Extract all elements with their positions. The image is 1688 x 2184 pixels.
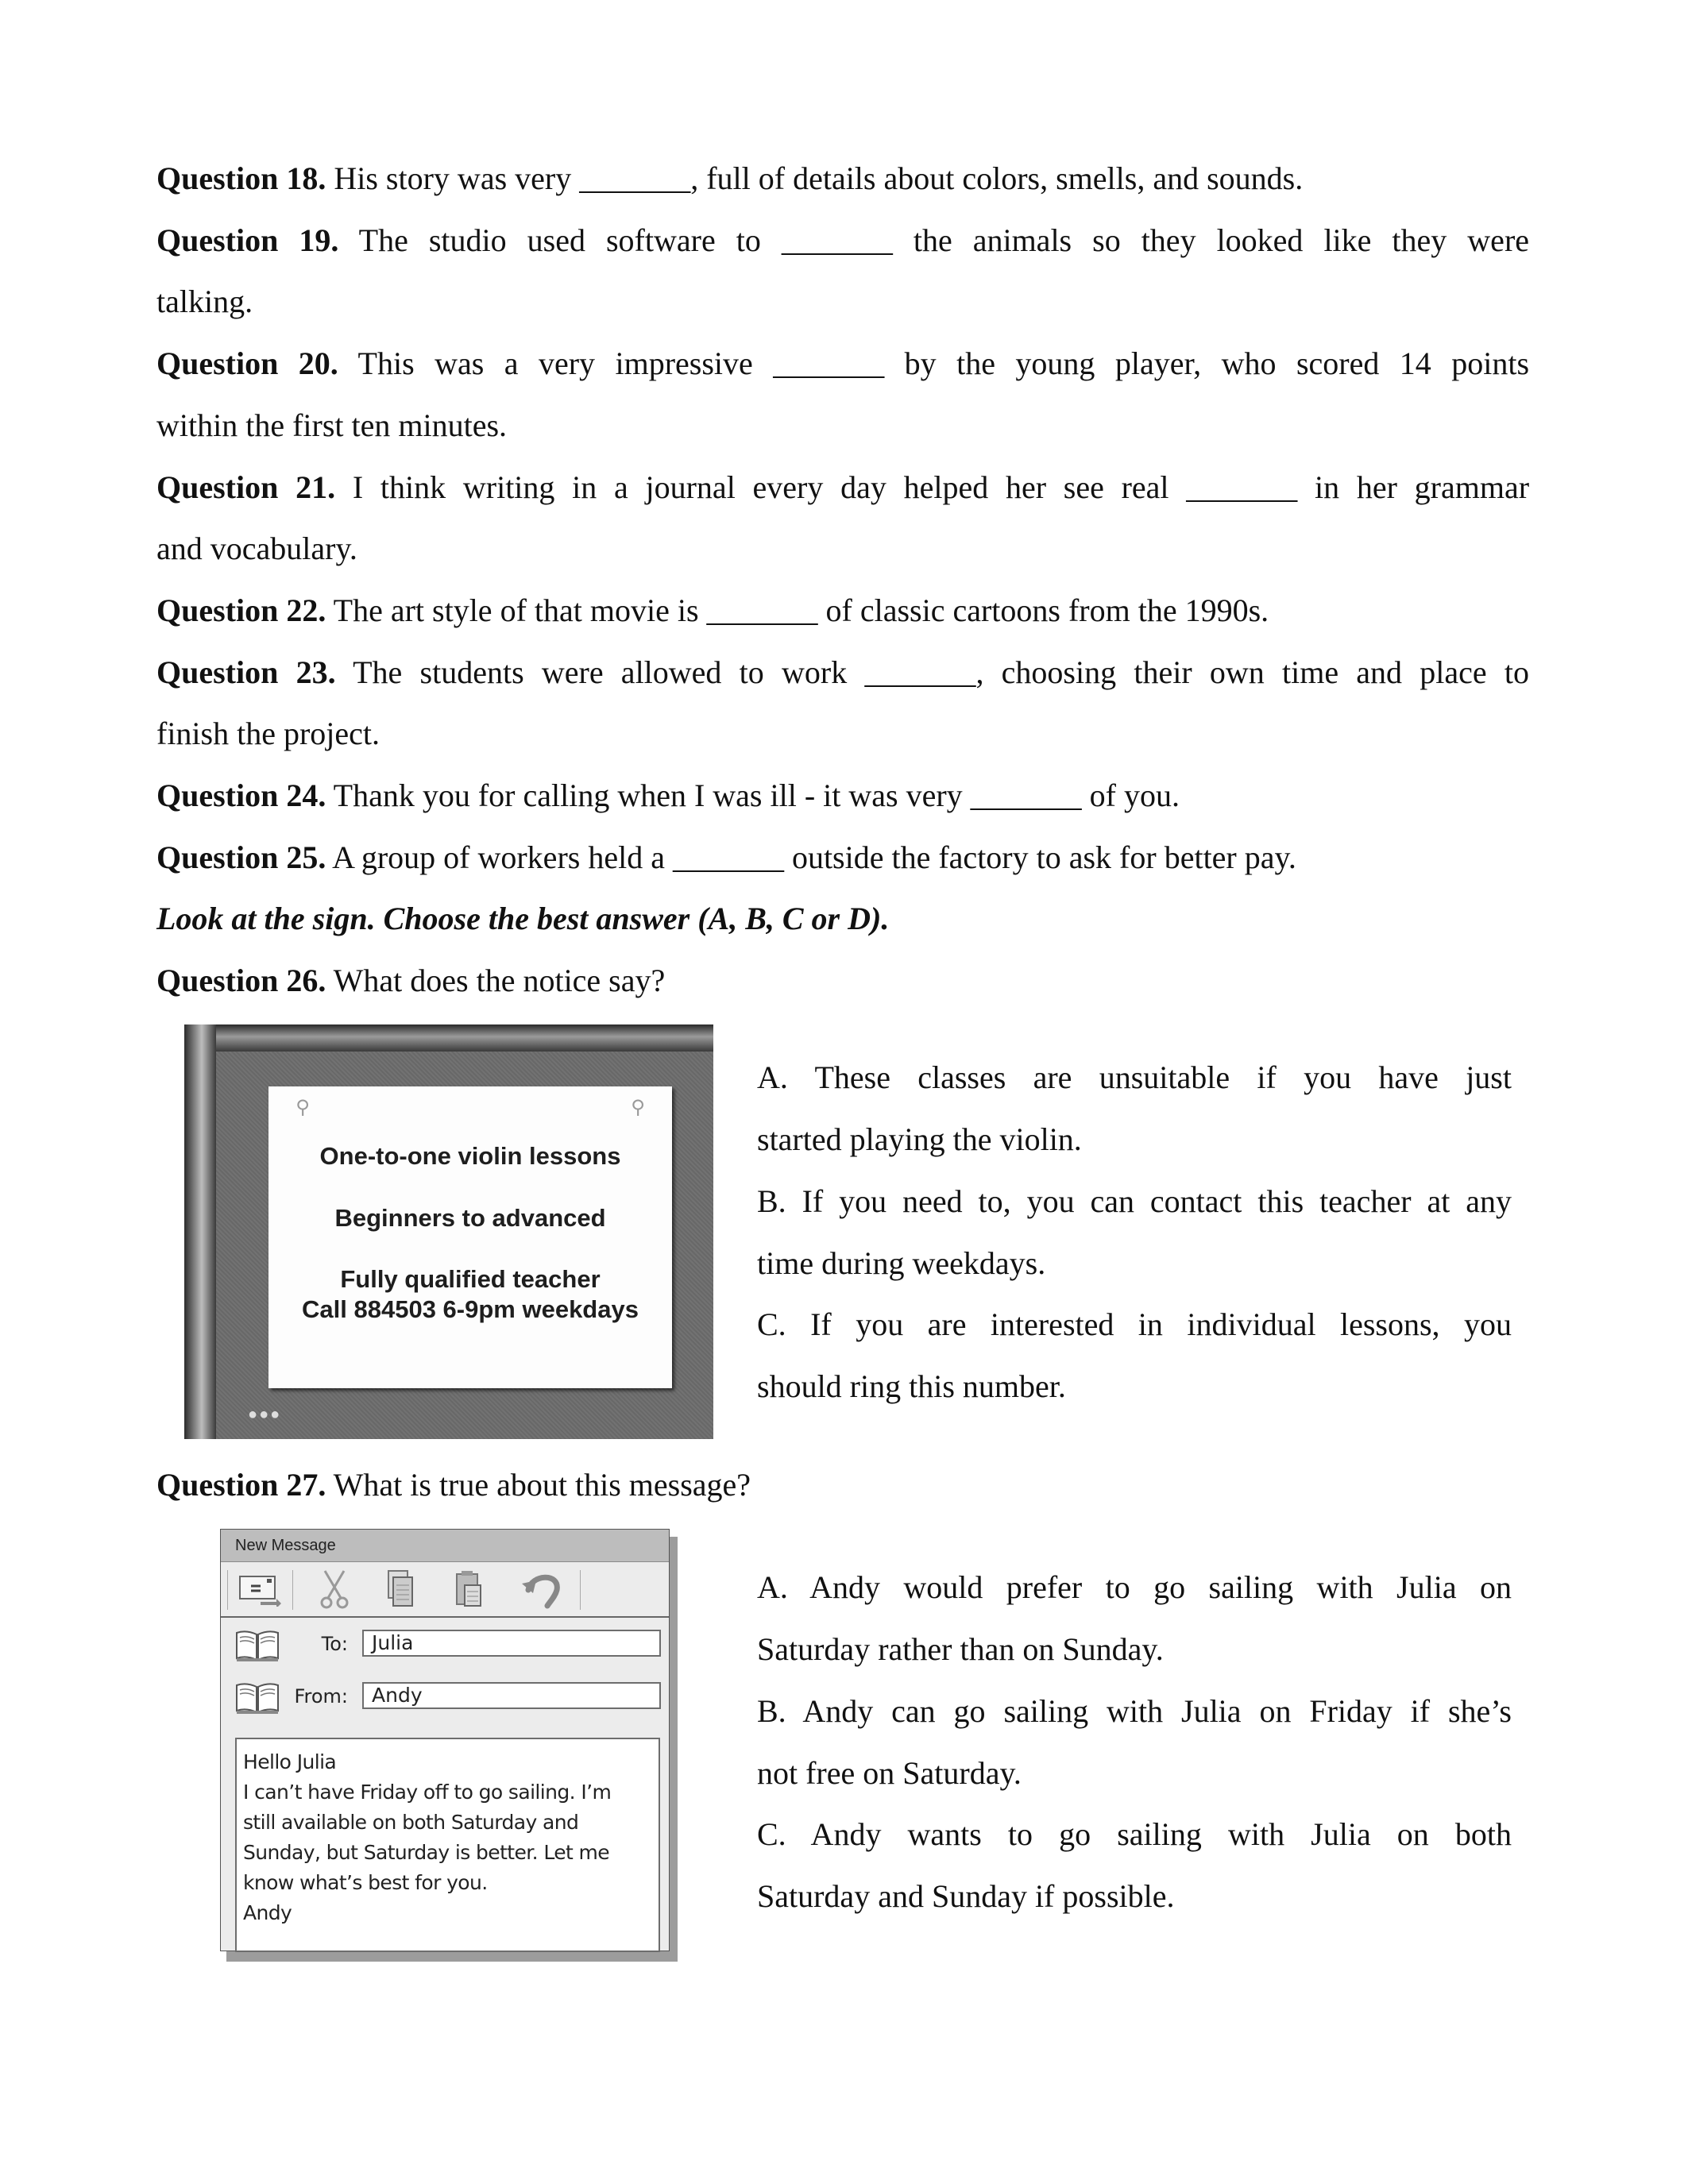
from-label: From: — [294, 1685, 348, 1707]
notice-line: Fully qualified teacher — [340, 1265, 601, 1293]
question-number: Question 22. — [156, 592, 326, 628]
option-text: not free on Saturday. — [757, 1755, 1022, 1791]
message-line: Andy — [243, 1901, 292, 1924]
question-prompt: What does the notice say? — [333, 963, 666, 998]
send-button[interactable] — [237, 1569, 284, 1610]
question-20-continuation: within the first ten minutes. — [156, 407, 508, 443]
question-number: Question 27. — [156, 1467, 326, 1503]
question-20 — [156, 333, 1529, 395]
thumbtacks-icon: ●●● — [248, 1406, 282, 1423]
message-line: still available on both Saturday and — [243, 1811, 579, 1834]
notice-line: Call 884503 6-9pm weekdays — [302, 1295, 639, 1323]
question-text: A group of workers held a _______ outside the factory to ask for better pay. — [332, 839, 1296, 875]
option-text: A. These classes are unsuitable if you have just — [757, 1059, 1512, 1095]
notice-board-image — [184, 1024, 713, 1439]
question-number: Question 26. — [156, 963, 326, 998]
pushpin-icon: ⚲ — [295, 1097, 310, 1118]
question-number: Question 19. — [156, 222, 339, 258]
option-text: should ring this number. — [757, 1368, 1066, 1404]
question-number: Question 21. — [156, 469, 336, 505]
option-text: B. If you need to, you can contact this teacher at any — [757, 1183, 1512, 1219]
from-input[interactable]: Andy — [362, 1682, 661, 1709]
q26-option-b[interactable] — [757, 1171, 1512, 1295]
q27-option-a[interactable] — [757, 1557, 1512, 1680]
question-number: Question 20. — [156, 345, 338, 381]
paste-icon — [455, 1569, 484, 1609]
question-21 — [156, 457, 1529, 519]
question-19-continuation: talking. — [156, 284, 253, 319]
q27-option-b[interactable] — [757, 1680, 1512, 1804]
cut-icon — [319, 1569, 350, 1609]
message-toolbar — [221, 1562, 669, 1618]
question-text: The art style of that movie is _______ of classic cartoons from the 1990s. — [333, 592, 1269, 628]
question-text: This was a very impressive _______ by the young player, who scored 14 points — [357, 345, 1530, 381]
new-message-window — [220, 1529, 671, 1962]
to-field-row — [235, 1630, 661, 1661]
option-text: C. Andy wants to go sailing with Julia on both — [757, 1816, 1512, 1852]
question-24 — [156, 765, 1529, 827]
question-text: The studio used software to _______ the animals so they looked like they were — [358, 222, 1530, 258]
to-label: To: — [321, 1633, 348, 1655]
section-instruction: Look at the sign. Choose the best answer (A, B, C or D). — [156, 901, 890, 936]
option-text: B. Andy can go sailing with Julia on Friday if she’s — [757, 1693, 1512, 1729]
message-body[interactable] — [235, 1738, 660, 1952]
message-line: Sunday, but Saturday is better. Let me — [243, 1841, 610, 1864]
toolbar-separator — [292, 1570, 293, 1610]
option-text: C. If you are interested in individual lessons, you — [757, 1306, 1512, 1342]
window-title: New Message — [221, 1530, 669, 1562]
undo-icon — [520, 1569, 565, 1609]
notice-line: Beginners to advanced — [334, 1204, 606, 1232]
question-number: Question 23. — [156, 654, 336, 690]
option-text: A. Andy would prefer to go sailing with Julia on — [757, 1569, 1512, 1605]
q26-option-a[interactable] — [757, 1047, 1512, 1171]
question-number: Question 24. — [156, 778, 326, 813]
question-text: Thank you for calling when I was ill - it was very _______ of you. — [333, 778, 1180, 813]
option-text: Saturday rather than on Sunday. — [757, 1631, 1164, 1667]
option-text: time during weekdays. — [757, 1245, 1046, 1281]
copy-icon — [387, 1569, 415, 1609]
question-25 — [156, 827, 1529, 889]
question-26 — [156, 950, 1529, 1012]
question-number: Question 25. — [156, 839, 326, 875]
question-text: His story was very _______, full of details about colors, smells, and sounds. — [334, 160, 1304, 196]
q27-option-c[interactable] — [757, 1804, 1512, 1927]
message-window-frame — [220, 1529, 670, 1951]
question-23-continuation: finish the project. — [156, 716, 380, 751]
copy-button[interactable] — [381, 1569, 421, 1610]
address-book-icon[interactable] — [235, 1682, 280, 1715]
to-input[interactable]: Julia — [362, 1630, 661, 1657]
question-prompt: What is true about this message? — [333, 1467, 751, 1503]
pushpin-icon: ⚲ — [631, 1097, 645, 1118]
message-line: I can’t have Friday off to go sailing. I’m — [243, 1781, 612, 1804]
question-19 — [156, 210, 1529, 272]
frame-top — [184, 1024, 713, 1051]
question-text: The students were allowed to work _______, choosing their own time and place to — [353, 654, 1530, 690]
notice-line: One-to-one violin lessons — [319, 1142, 621, 1170]
send-icon — [238, 1572, 283, 1607]
question-23 — [156, 642, 1529, 704]
question-22 — [156, 580, 1529, 642]
toolbar-separator — [227, 1570, 228, 1610]
undo-button[interactable] — [519, 1569, 566, 1610]
question-21-continuation: and vocabulary. — [156, 531, 357, 566]
from-field-row — [235, 1682, 661, 1714]
message-line: Hello Julia — [243, 1750, 337, 1773]
cut-button[interactable] — [315, 1569, 354, 1610]
option-text: Saturday and Sunday if possible. — [757, 1878, 1175, 1914]
toolbar-separator — [580, 1570, 581, 1610]
question-number: Question 18. — [156, 160, 326, 196]
address-book-icon[interactable] — [235, 1630, 280, 1663]
question-text: I think writing in a journal every day helped her see real _______ in her grammar — [352, 469, 1530, 505]
q26-option-c[interactable] — [757, 1294, 1512, 1418]
question-18 — [156, 148, 1529, 210]
frame-left — [184, 1024, 216, 1439]
message-line: know what’s best for you. — [243, 1871, 488, 1894]
paste-button[interactable] — [450, 1569, 489, 1610]
option-text: started playing the violin. — [757, 1121, 1082, 1157]
question-27 — [156, 1454, 1529, 1516]
notice-paper — [268, 1086, 672, 1388]
